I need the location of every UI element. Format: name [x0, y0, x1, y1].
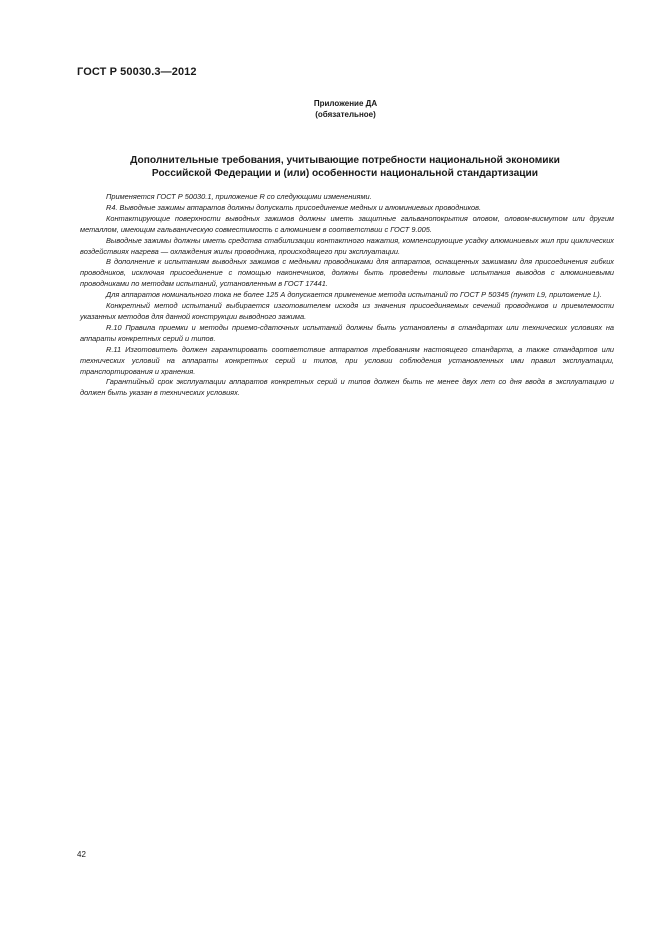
heading-line-1: Дополнительные требования, учитывающие потребности национальной экономики — [130, 155, 560, 166]
standard-number: ГОСТ Р 50030.3—2012 — [77, 66, 197, 78]
page-number: 42 — [77, 850, 86, 859]
paragraph: R.10 Правила приемки и методы приемо-сдаточных испытаний должны быть установлены в стандартах или технических условиях на аппараты конкретных серий и типов. — [80, 322, 614, 343]
paragraph: Выводные зажимы должны иметь средства стабилизации контактного нажатия, компенсирующие усадку алюминиевых жил при циклических воздействиях нагрева — охлаждения жилы проводника, происходящего при эксплуатации. — [80, 235, 614, 256]
paragraph: В дополнение к испытаниям выводных зажимов с медными проводниками для аппаратов, оснащенных зажимами для присоединения гибких проводников, исключая присоединение с помощью наконечников, должны быть проведены типовые испытания выводов с алюминиевыми проводниками по методам испытаний, установленным в ГОСТ 17441. — [80, 257, 614, 289]
paragraph: Применяется ГОСТ Р 50030.1, приложение R со следующими изменениями. — [106, 192, 372, 201]
heading-line-2: Российской Федерации и (или) особенности национальной стандартизации — [151, 168, 539, 179]
annex-label — [0, 98, 661, 120]
paragraph: R4. Выводные зажимы аппаратов должны допускать присоединение медных и алюминиевых проводников. — [106, 202, 482, 212]
paragraph: Контактирующие поверхности выводных зажимов должны иметь защитные гальванопокрытия оловом, оловом-висмутом или другим металлом, имеющим гальваническую совместимость с алюминием в соответствии с ГОСТ 9.005. — [80, 213, 614, 234]
annex-status: (обязательное) — [315, 110, 376, 119]
section-heading — [80, 154, 610, 180]
annex-title: Приложение ДА — [313, 99, 378, 108]
paragraph: R.11 Изготовитель должен гарантировать соответствие аппаратов требованиям настоящего стандарта, а также стандартов или технических условий на аппараты конкретных серий и типов, при условии соблюдения установленных ими правил эксплуатации, транспортирования и хранения. — [80, 344, 614, 376]
paragraph: Гарантийный срок эксплуатации аппаратов конкретных серий и типов должен быть не менее двух лет со дня ввода в эксплуатацию и должен быть указан в технических условиях. — [80, 377, 614, 398]
body-text — [80, 192, 614, 399]
paragraph: Для аппаратов номинального тока не более 125 А допускается применение метода испытаний по ГОСТ Р 50345 (пункт L9, приложение L). — [106, 290, 602, 300]
paragraph: Конкретный метод испытаний выбирается изготовителем исходя из значения присоединяемых сечений проводников и приемлемости указанных методов для данной конструкции выводного зажима. — [80, 301, 614, 321]
